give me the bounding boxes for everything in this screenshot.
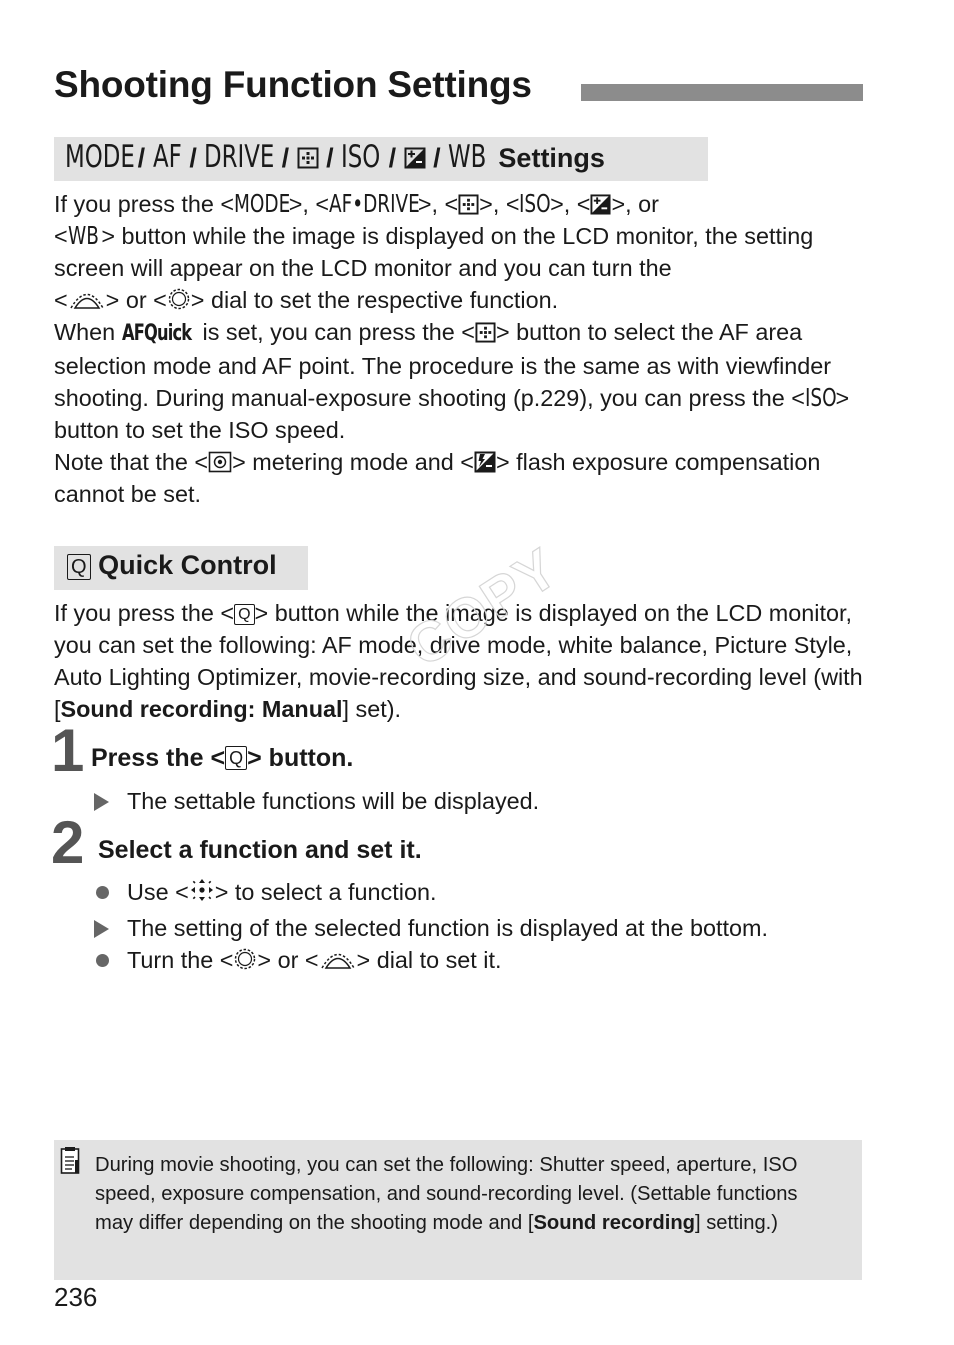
separator: / (388, 143, 397, 173)
section-quick-control-heading (67, 550, 277, 581)
text: > button. (247, 744, 354, 772)
list-item (92, 944, 768, 976)
text: < (54, 223, 68, 249)
text: Note that the < (54, 449, 209, 475)
text: > button while the image is displayed on the LCD monitor, you can set the following: AF mode, drive mode, white balance, Picture Style, Auto Lighting Optimizer, movie-recording size, and sound-recording level (with [ (54, 600, 863, 722)
wb-icon: WB (448, 139, 487, 175)
text: > button to select the AF area selection mode and AF point. The procedure is the same as with viewfinder shooting. During manual-exposure shooting (p.229), you can press the < (54, 319, 832, 411)
quick-control-dial-icon (167, 287, 191, 311)
section-quick-control-heading-box (54, 546, 308, 590)
section-settings-heading (65, 139, 605, 175)
step-number: 1 (51, 717, 85, 784)
text: ] set). (342, 696, 401, 722)
step-title: Select a function and set it. (98, 836, 422, 864)
step-title (91, 744, 353, 773)
separator: / (137, 143, 146, 173)
section-settings-body (54, 188, 874, 510)
wb-icon: WB (67, 221, 99, 250)
section-settings-heading-box (54, 137, 708, 181)
note-text (95, 1151, 840, 1238)
copy-watermark: COPY (395, 535, 570, 679)
text: > button while the image is displayed on the LCD monitor, the setting screen will appear on the LCD monitor and you can turn the (54, 223, 814, 281)
text: During movie shooting, you can set the following: Shutter speed, aperture, ISO speed, exposure compensation, and sound-recording level. (Settable functions may differ depending on the shooting mode and [ (95, 1154, 798, 1234)
text: is set, you can press the < (196, 319, 475, 345)
heading-text: Quick Control (98, 550, 277, 580)
mode-icon: MODE (234, 189, 291, 218)
text: > dial to set it. (356, 947, 502, 973)
page-title: Shooting Function Settings (54, 64, 532, 105)
exposure-comp-icon (404, 147, 426, 169)
bold-text: recording (601, 1212, 695, 1234)
bullet-dot-icon (96, 886, 109, 899)
text: Press the < (91, 744, 226, 772)
text: > dial to set the respective function. (190, 287, 559, 313)
q-button-icon: Q (67, 554, 91, 580)
section-settings-heading-suffix: Settings (498, 143, 605, 173)
af-point-select-icon (458, 194, 479, 215)
drive-icon: DRIVE (204, 139, 275, 175)
step-2-bullets (92, 876, 768, 976)
af-icon: AF (152, 139, 182, 175)
flash-exposure-comp-icon (474, 451, 496, 473)
af-drive-icon: AF•DRIVE (329, 189, 420, 218)
page-number: 236 (54, 1282, 98, 1312)
text: >, < (479, 191, 520, 217)
step-number: 2 (51, 809, 85, 876)
title-rule (581, 84, 863, 101)
text: When (54, 319, 122, 345)
text: < (54, 287, 68, 313)
list-item (92, 912, 768, 944)
paragraph (54, 188, 874, 316)
text: If you press the < (54, 600, 235, 626)
result-arrow-icon (94, 920, 109, 938)
text: >, or (611, 191, 659, 217)
text: The settable functions will be displayed. (127, 788, 540, 814)
af-quick-icon: AFQuick (121, 321, 191, 346)
iso-icon: ISO (519, 189, 552, 218)
text: Turn the < (127, 947, 234, 973)
main-dial-icon (68, 287, 106, 311)
text: > button to set the ISO speed. (54, 385, 850, 443)
text: >, < (288, 191, 330, 217)
metering-mode-icon (208, 451, 232, 473)
text: If you press the < (54, 191, 235, 217)
mode-icon: MODE (65, 139, 135, 175)
q-button-icon: Q (234, 604, 254, 625)
text: > or < (257, 947, 319, 973)
af-point-select-icon (297, 147, 319, 169)
separator: / (281, 143, 290, 173)
text: > flash exposure compensation cannot be set. (54, 449, 821, 507)
separator: / (189, 143, 197, 173)
separator: / (326, 143, 334, 173)
iso-icon: ISO (341, 139, 381, 175)
list-item (92, 876, 768, 908)
text: > metering mode and < (232, 449, 474, 475)
list-item (92, 785, 539, 817)
af-point-select-icon (475, 322, 496, 343)
exposure-comp-icon (590, 194, 611, 215)
text: > to select a function. (214, 879, 437, 905)
bold-text: Sound recording: Manual (60, 696, 343, 722)
text: ] setting.) (694, 1212, 779, 1234)
text: >, < (417, 191, 459, 217)
text: > or < (105, 287, 167, 313)
multi-controller-icon (189, 877, 215, 903)
bold-text: Sound (533, 1212, 597, 1234)
separator: / (433, 143, 441, 173)
text: The setting of the selected function is displayed at the bottom. (127, 915, 769, 941)
result-arrow-icon (94, 793, 109, 811)
memo-icon (60, 1146, 82, 1176)
note-box (54, 1140, 862, 1280)
iso-icon: ISO (804, 383, 837, 412)
text: Use < (127, 879, 189, 905)
step-1-bullets (92, 785, 539, 817)
paragraph (54, 316, 874, 446)
q-button-icon: Q (225, 746, 247, 770)
paragraph (54, 446, 874, 510)
bullet-dot-icon (96, 954, 109, 967)
text: >, < (550, 191, 591, 217)
main-dial-icon (319, 947, 357, 971)
quick-control-dial-icon (233, 947, 257, 971)
